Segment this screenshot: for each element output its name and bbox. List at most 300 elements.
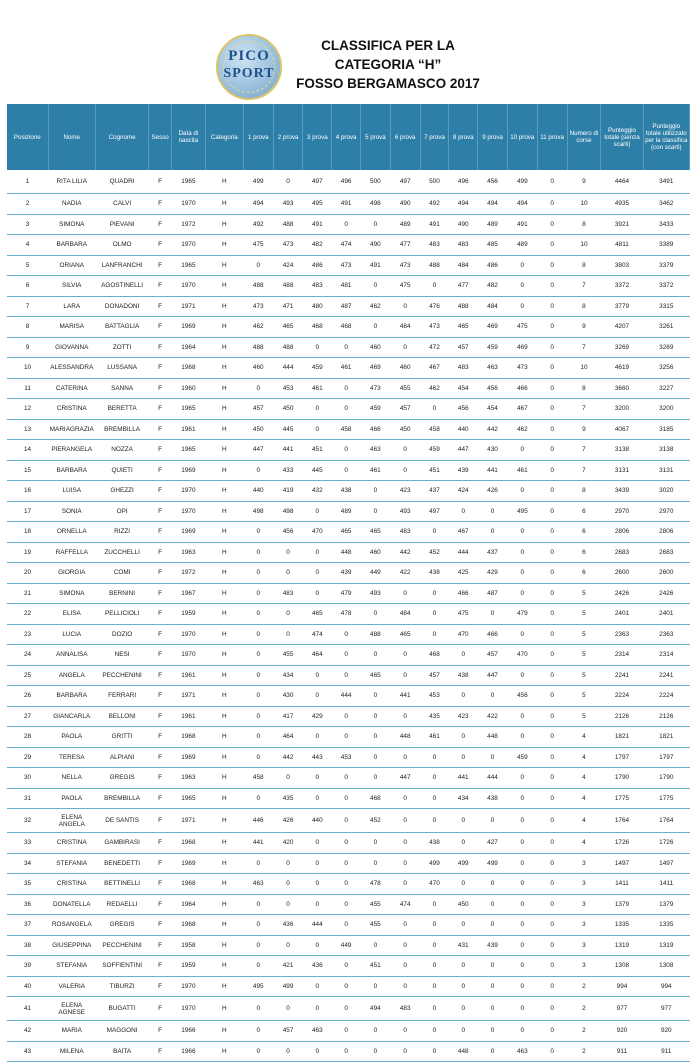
- table-cell: 0: [332, 378, 361, 399]
- table-cell: 460: [243, 358, 273, 379]
- table-cell: 452: [360, 809, 390, 833]
- table-cell: 0: [537, 833, 567, 854]
- table-cell: F: [149, 378, 172, 399]
- table-cell: 430: [478, 440, 508, 461]
- table-cell: 0: [390, 460, 420, 481]
- column-header: Punteggio totale (senza scarti): [601, 104, 643, 170]
- table-cell: 491: [507, 214, 537, 235]
- table-row: [7, 915, 690, 936]
- table-cell: 444: [273, 358, 303, 379]
- table-cell: 0: [420, 768, 449, 789]
- table-cell: 1970: [171, 645, 205, 666]
- table-cell: 0: [303, 997, 332, 1021]
- table-cell: F: [149, 214, 172, 235]
- table-cell: DONADONI: [95, 296, 148, 317]
- table-cell: PIERANGELA: [48, 440, 95, 461]
- table-cell: F: [149, 686, 172, 707]
- table-cell: F: [149, 170, 172, 194]
- table-cell: 1958: [171, 935, 205, 956]
- table-row: [7, 296, 690, 317]
- table-cell: F: [149, 194, 172, 215]
- table-cell: GRITTI: [95, 727, 148, 748]
- table-cell: 473: [332, 255, 361, 276]
- table-cell: 455: [360, 894, 390, 915]
- table-cell: H: [205, 976, 243, 997]
- table-cell: 0: [449, 727, 478, 748]
- table-cell: GIUSEPPINA: [48, 935, 95, 956]
- column-header: Data di nascita: [171, 104, 205, 170]
- table-cell: 4: [567, 833, 601, 854]
- table-cell: 0: [537, 501, 567, 522]
- table-cell: 483: [390, 997, 420, 1021]
- table-cell: 0: [507, 522, 537, 543]
- table-cell: 1965: [171, 255, 205, 276]
- table-cell: 2363: [601, 624, 643, 645]
- table-cell: 1319: [601, 935, 643, 956]
- table-cell: 3372: [643, 276, 689, 297]
- table-cell: 453: [420, 686, 449, 707]
- table-cell: LUSSANA: [95, 358, 148, 379]
- table-cell: 464: [273, 727, 303, 748]
- title-line3: FOSSO BERGAMASCO 2017: [296, 76, 480, 91]
- table-cell: 1965: [171, 170, 205, 194]
- table-cell: 1965: [171, 399, 205, 420]
- table-cell: 39: [7, 956, 48, 977]
- table-cell: F: [149, 440, 172, 461]
- table-cell: 0: [537, 686, 567, 707]
- table-cell: 452: [420, 542, 449, 563]
- table-row: [7, 747, 690, 768]
- table-cell: 1971: [171, 296, 205, 317]
- table-cell: 0: [537, 317, 567, 338]
- table-cell: 455: [390, 378, 420, 399]
- table-cell: H: [205, 809, 243, 833]
- table-cell: 0: [332, 874, 361, 895]
- table-cell: 426: [273, 809, 303, 833]
- table-cell: 6: [567, 501, 601, 522]
- table-cell: F: [149, 747, 172, 768]
- table-cell: 23: [7, 624, 48, 645]
- table-cell: H: [205, 747, 243, 768]
- table-cell: 13: [7, 419, 48, 440]
- table-cell: PAOLA: [48, 727, 95, 748]
- table-cell: 0: [537, 747, 567, 768]
- table-cell: ZOTTI: [95, 337, 148, 358]
- table-cell: 2970: [643, 501, 689, 522]
- table-cell: BARBARA: [48, 235, 95, 256]
- table-cell: 0: [332, 976, 361, 997]
- table-cell: 0: [537, 645, 567, 666]
- table-cell: 2683: [601, 542, 643, 563]
- table-cell: 0: [507, 935, 537, 956]
- table-cell: 0: [243, 686, 273, 707]
- table-cell: H: [205, 255, 243, 276]
- table-cell: 488: [273, 214, 303, 235]
- table-cell: 490: [390, 194, 420, 215]
- table-cell: 3379: [643, 255, 689, 276]
- table-cell: 1319: [643, 935, 689, 956]
- table-cell: 493: [360, 583, 390, 604]
- table-cell: 0: [360, 747, 390, 768]
- table-cell: 470: [507, 645, 537, 666]
- table-cell: 436: [303, 956, 332, 977]
- table-cell: GIANCARLA: [48, 706, 95, 727]
- table-cell: 0: [303, 768, 332, 789]
- table-row: [7, 768, 690, 789]
- table-cell: 491: [332, 194, 361, 215]
- table-cell: 911: [643, 1041, 689, 1062]
- table-cell: 0: [332, 894, 361, 915]
- table-cell: 0: [243, 894, 273, 915]
- table-cell: 471: [273, 296, 303, 317]
- table-cell: 0: [332, 768, 361, 789]
- table-cell: 462: [243, 317, 273, 338]
- table-cell: 494: [507, 194, 537, 215]
- table-cell: 488: [273, 337, 303, 358]
- table-cell: 0: [390, 337, 420, 358]
- table-cell: F: [149, 809, 172, 833]
- table-cell: 0: [390, 874, 420, 895]
- table-cell: 0: [243, 460, 273, 481]
- column-header: Sesso: [149, 104, 172, 170]
- table-cell: 1379: [601, 894, 643, 915]
- column-header: Punteggio totale utilizzato per la classifica (con scarti): [643, 104, 689, 170]
- table-cell: 485: [478, 235, 508, 256]
- table-cell: FERRARI: [95, 686, 148, 707]
- table-cell: 1960: [171, 378, 205, 399]
- table-cell: 459: [420, 440, 449, 461]
- table-cell: 1959: [171, 956, 205, 977]
- table-cell: 441: [449, 768, 478, 789]
- table-cell: 29: [7, 747, 48, 768]
- table-cell: F: [149, 604, 172, 625]
- table-cell: 0: [332, 809, 361, 833]
- table-cell: 450: [273, 399, 303, 420]
- table-cell: 483: [303, 276, 332, 297]
- table-cell: F: [149, 935, 172, 956]
- logo-text-line1: PICO: [228, 48, 270, 64]
- table-cell: 0: [537, 440, 567, 461]
- table-cell: 0: [332, 853, 361, 874]
- table-cell: H: [205, 358, 243, 379]
- table-cell: 463: [303, 1021, 332, 1042]
- table-cell: 0: [243, 583, 273, 604]
- table-cell: H: [205, 542, 243, 563]
- table-cell: F: [149, 1041, 172, 1062]
- table-cell: TIBURZI: [95, 976, 148, 997]
- title-line2: CATEGORIA “H”: [334, 57, 442, 72]
- table-cell: 4: [567, 747, 601, 768]
- table-cell: 0: [478, 915, 508, 936]
- table-cell: 0: [273, 563, 303, 584]
- table-cell: 3269: [643, 337, 689, 358]
- table-cell: 0: [478, 501, 508, 522]
- table-cell: 0: [390, 645, 420, 666]
- table-cell: 1308: [601, 956, 643, 977]
- table-cell: 0: [537, 419, 567, 440]
- table-cell: 496: [449, 170, 478, 194]
- table-row: [7, 235, 690, 256]
- table-cell: 497: [420, 501, 449, 522]
- table-cell: 0: [390, 440, 420, 461]
- table-cell: 437: [478, 542, 508, 563]
- table-cell: 0: [273, 624, 303, 645]
- table-cell: CRISTINA: [48, 833, 95, 854]
- table-cell: 465: [360, 665, 390, 686]
- table-row: [7, 337, 690, 358]
- table-cell: BERNINI: [95, 583, 148, 604]
- table-cell: 0: [420, 522, 449, 543]
- table-cell: 461: [332, 358, 361, 379]
- table-cell: 422: [390, 563, 420, 584]
- table-cell: 0: [507, 276, 537, 297]
- table-row: [7, 604, 690, 625]
- table-cell: 0: [537, 276, 567, 297]
- table-cell: 1970: [171, 194, 205, 215]
- table-cell: 0: [303, 399, 332, 420]
- table-cell: 15: [7, 460, 48, 481]
- table-cell: 1970: [171, 481, 205, 502]
- table-cell: 0: [360, 853, 390, 874]
- column-header: 8 prova: [449, 104, 478, 170]
- table-cell: VALERIA: [48, 976, 95, 997]
- table-cell: 25: [7, 665, 48, 686]
- table-cell: 445: [273, 419, 303, 440]
- table-cell: F: [149, 645, 172, 666]
- table-cell: PECCHENINI: [95, 935, 148, 956]
- table-cell: PIEVANI: [95, 214, 148, 235]
- table-cell: BARBARA: [48, 686, 95, 707]
- table-cell: 0: [360, 686, 390, 707]
- table-cell: 475: [390, 276, 420, 297]
- table-cell: 1790: [643, 768, 689, 789]
- table-cell: 2241: [643, 665, 689, 686]
- table-cell: 2683: [643, 542, 689, 563]
- table-cell: H: [205, 706, 243, 727]
- table-cell: F: [149, 706, 172, 727]
- table-cell: 7: [567, 460, 601, 481]
- table-cell: 434: [273, 665, 303, 686]
- table-cell: 994: [643, 976, 689, 997]
- table-cell: 0: [332, 1021, 361, 1042]
- table-cell: 438: [420, 833, 449, 854]
- table-cell: 447: [449, 440, 478, 461]
- table-cell: 429: [478, 563, 508, 584]
- table-cell: H: [205, 276, 243, 297]
- table-cell: 0: [273, 768, 303, 789]
- table-cell: 34: [7, 853, 48, 874]
- table-cell: ANGELA: [48, 665, 95, 686]
- table-cell: 0: [303, 853, 332, 874]
- table-cell: F: [149, 255, 172, 276]
- table-cell: 427: [478, 833, 508, 854]
- table-cell: 0: [449, 1021, 478, 1042]
- table-cell: 1970: [171, 501, 205, 522]
- table-cell: F: [149, 419, 172, 440]
- table-cell: 481: [332, 276, 361, 297]
- table-cell: 3462: [643, 194, 689, 215]
- table-cell: 488: [243, 337, 273, 358]
- table-cell: ANNALISA: [48, 645, 95, 666]
- table-cell: H: [205, 583, 243, 604]
- table-cell: 3372: [601, 276, 643, 297]
- table-cell: 0: [537, 976, 567, 997]
- table-cell: 2224: [601, 686, 643, 707]
- table-cell: 42: [7, 1021, 48, 1042]
- table-cell: QUIETI: [95, 460, 148, 481]
- table-cell: 0: [243, 788, 273, 809]
- table-cell: 484: [390, 317, 420, 338]
- table-cell: 4067: [601, 419, 643, 440]
- table-cell: 442: [478, 419, 508, 440]
- table-cell: 1969: [171, 522, 205, 543]
- table-cell: 1963: [171, 542, 205, 563]
- table-cell: 1726: [601, 833, 643, 854]
- table-row: [7, 976, 690, 997]
- table-cell: GREGIS: [95, 915, 148, 936]
- table-cell: STEFANIA: [48, 956, 95, 977]
- table-cell: 6: [567, 542, 601, 563]
- table-cell: RAFFELLA: [48, 542, 95, 563]
- table-cell: 1961: [171, 706, 205, 727]
- table-row: [7, 399, 690, 420]
- table-cell: 9: [567, 170, 601, 194]
- table-cell: 2401: [601, 604, 643, 625]
- table-cell: BARBARA: [48, 460, 95, 481]
- table-cell: COMI: [95, 563, 148, 584]
- table-cell: H: [205, 563, 243, 584]
- table-cell: 0: [420, 976, 449, 997]
- table-cell: 1335: [601, 915, 643, 936]
- table-cell: 38: [7, 935, 48, 956]
- table-cell: 3138: [601, 440, 643, 461]
- table-cell: H: [205, 399, 243, 420]
- table-cell: 7: [567, 440, 601, 461]
- table-cell: 0: [507, 874, 537, 895]
- table-row: [7, 583, 690, 604]
- table-cell: 1965: [171, 440, 205, 461]
- table-cell: 0: [478, 686, 508, 707]
- table-cell: 0: [537, 399, 567, 420]
- table-cell: 0: [478, 522, 508, 543]
- table-cell: 1411: [643, 874, 689, 895]
- table-cell: 3: [7, 214, 48, 235]
- table-cell: 0: [420, 276, 449, 297]
- table-cell: 8: [567, 296, 601, 317]
- table-cell: 1964: [171, 337, 205, 358]
- table-cell: H: [205, 170, 243, 194]
- table-cell: 440: [243, 481, 273, 502]
- table-cell: 2224: [643, 686, 689, 707]
- table-cell: 2314: [643, 645, 689, 666]
- table-cell: 0: [507, 624, 537, 645]
- table-cell: 41: [7, 997, 48, 1021]
- table-cell: 426: [478, 481, 508, 502]
- table-cell: 6: [7, 276, 48, 297]
- table-cell: 0: [537, 915, 567, 936]
- table-cell: 3227: [643, 378, 689, 399]
- table-cell: 2426: [643, 583, 689, 604]
- table-cell: STEFANIA: [48, 853, 95, 874]
- table-cell: 0: [360, 317, 390, 338]
- table-cell: TERESA: [48, 747, 95, 768]
- table-cell: 0: [449, 645, 478, 666]
- table-cell: H: [205, 317, 243, 338]
- table-cell: 0: [507, 727, 537, 748]
- table-cell: 424: [273, 255, 303, 276]
- table-cell: 920: [601, 1021, 643, 1042]
- table-cell: 3256: [643, 358, 689, 379]
- table-cell: 483: [449, 235, 478, 256]
- table-cell: 475: [507, 317, 537, 338]
- table-cell: 0: [332, 727, 361, 748]
- table-cell: 499: [420, 853, 449, 874]
- table-cell: H: [205, 686, 243, 707]
- table-cell: NOZZA: [95, 440, 148, 461]
- table-row: [7, 542, 690, 563]
- table-cell: H: [205, 194, 243, 215]
- table-cell: 484: [390, 604, 420, 625]
- table-cell: 0: [390, 956, 420, 977]
- table-cell: 467: [420, 358, 449, 379]
- table-cell: 0: [507, 542, 537, 563]
- table-cell: 0: [478, 874, 508, 895]
- table-cell: 446: [243, 809, 273, 833]
- table-cell: 448: [332, 542, 361, 563]
- table-cell: 499: [243, 170, 273, 194]
- table-row: [7, 686, 690, 707]
- table-cell: 0: [360, 706, 390, 727]
- table-cell: 2126: [643, 706, 689, 727]
- table-cell: 2241: [601, 665, 643, 686]
- table-cell: 462: [507, 419, 537, 440]
- table-cell: 0: [243, 1041, 273, 1062]
- table-cell: 453: [273, 378, 303, 399]
- table-cell: 4: [567, 727, 601, 748]
- table-cell: 494: [360, 997, 390, 1021]
- table-cell: F: [149, 276, 172, 297]
- table-cell: 0: [243, 624, 273, 645]
- table-cell: 5: [567, 686, 601, 707]
- table-cell: 499: [478, 853, 508, 874]
- table-cell: 27: [7, 706, 48, 727]
- table-row: [7, 481, 690, 502]
- table-cell: 3269: [601, 337, 643, 358]
- table-cell: 0: [273, 170, 303, 194]
- table-cell: LARA: [48, 296, 95, 317]
- pico-sport-logo: [216, 34, 282, 100]
- table-cell: 0: [537, 604, 567, 625]
- table-cell: 3131: [643, 460, 689, 481]
- table-cell: 2: [567, 1041, 601, 1062]
- table-row: [7, 276, 690, 297]
- table-cell: 444: [478, 768, 508, 789]
- table-cell: F: [149, 788, 172, 809]
- header-row: [7, 104, 690, 170]
- table-cell: 0: [537, 853, 567, 874]
- table-cell: 438: [478, 788, 508, 809]
- table-cell: 10: [7, 358, 48, 379]
- table-cell: 498: [273, 501, 303, 522]
- table-cell: 455: [273, 645, 303, 666]
- table-cell: 994: [601, 976, 643, 997]
- table-cell: 473: [273, 235, 303, 256]
- table-cell: 1968: [171, 874, 205, 895]
- table-cell: 8: [567, 255, 601, 276]
- table-cell: H: [205, 378, 243, 399]
- table-cell: 0: [332, 624, 361, 645]
- table-cell: F: [149, 997, 172, 1021]
